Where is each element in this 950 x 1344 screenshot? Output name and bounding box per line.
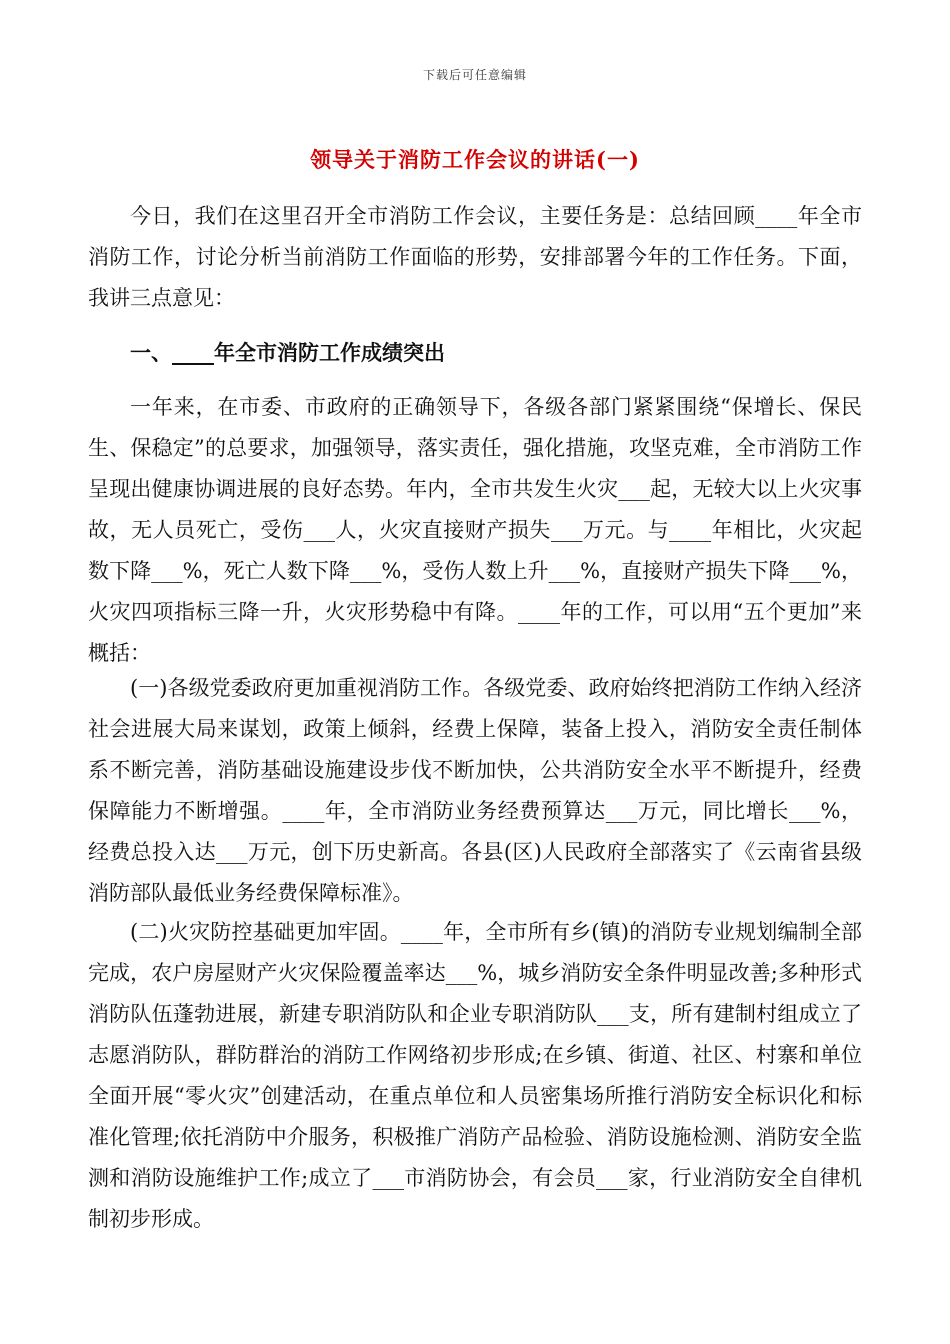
paragraph-text: 一年来，在市委、市政府的正确领导下，各级各部门紧紧围绕“保增长、保民生、保稳定”的总要求，加强领导，落实责任，强化措施，攻坚克难，全市消防工作呈现出健康协调进展的良好态势。年内，全市共发生火灾___起，无较大以上火灾事故，无人员死亡，受伤___人，火灾直接财产损失___万元。与____年相比，火灾起数下降___%，死亡人数下降___%，受伤人数上升___%，直接财产损失下降___%，火灾四项指标三降一升，火灾形势稳中有降。____年的工作，可以用“五个更加”来概括： [88,395,862,665]
subsection-2-paragraph [88,912,862,1240]
paragraph-text: 今日，我们在这里召开全市消防工作会议，主要任务是：总结回顾____年全市消防工作，讨论分析当前消防工作面临的形势，安排部署今年的工作任务。下面，我讲三点意见： [88,204,862,310]
section-1-paragraph [88,387,862,674]
heading-text: 一、____年全市消防工作成绩突出 [130,340,445,365]
paragraph-text: (一)各级党委政府更加重视消防工作。各级党委、政府始终把消防工作纳入经济社会进展大局来谋划，政策上倾斜，经费上保障，装备上投入，消防安全责任制体系不断完善，消防基础设施建设步伐不断加快，公共消防安全水平不断提升，经费保障能力不断增强。____年，全市消防业务经费预算达___万元，同比增长___%，经费总投入达___万元，创下历史新高。各县(区)人民政府全部落实了《云南省县级消防部队最低业务经费保障标准》。 [88,676,862,905]
section-heading-1 [88,332,862,373]
header-note: 下载后可任意编辑 [422,68,527,82]
subsection-1-paragraph [88,668,862,914]
page-title: 领导关于消防工作会议的讲话(一) [310,147,640,172]
intro-paragraph [88,196,862,319]
paragraph-text: (二)火灾防控基础更加牢固。____年，全市所有乡(镇)的消防专业规划编制全部完成，农户房屋财产火灾保险覆盖率达___%，城乡消防安全条件明显改善;多种形式消防队伍蓬勃进展，新建专职消防队和企业专职消防队___支，所有建制村组成立了志愿消防队，群防群治的消防工作网络初步形成;在乡镇、街道、社区、村寨和单位全面开展“零火灾”创建活动，在重点单位和人员密集场所推行消防安全标识化和标准化管理;依托消防中介服务，积极推广消防产品检验、消防设施检测、消防安全监测和消防设施维护工作;成立了___市消防协会，有会员___家，行业消防安全自律机制初步形成。 [88,920,862,1231]
